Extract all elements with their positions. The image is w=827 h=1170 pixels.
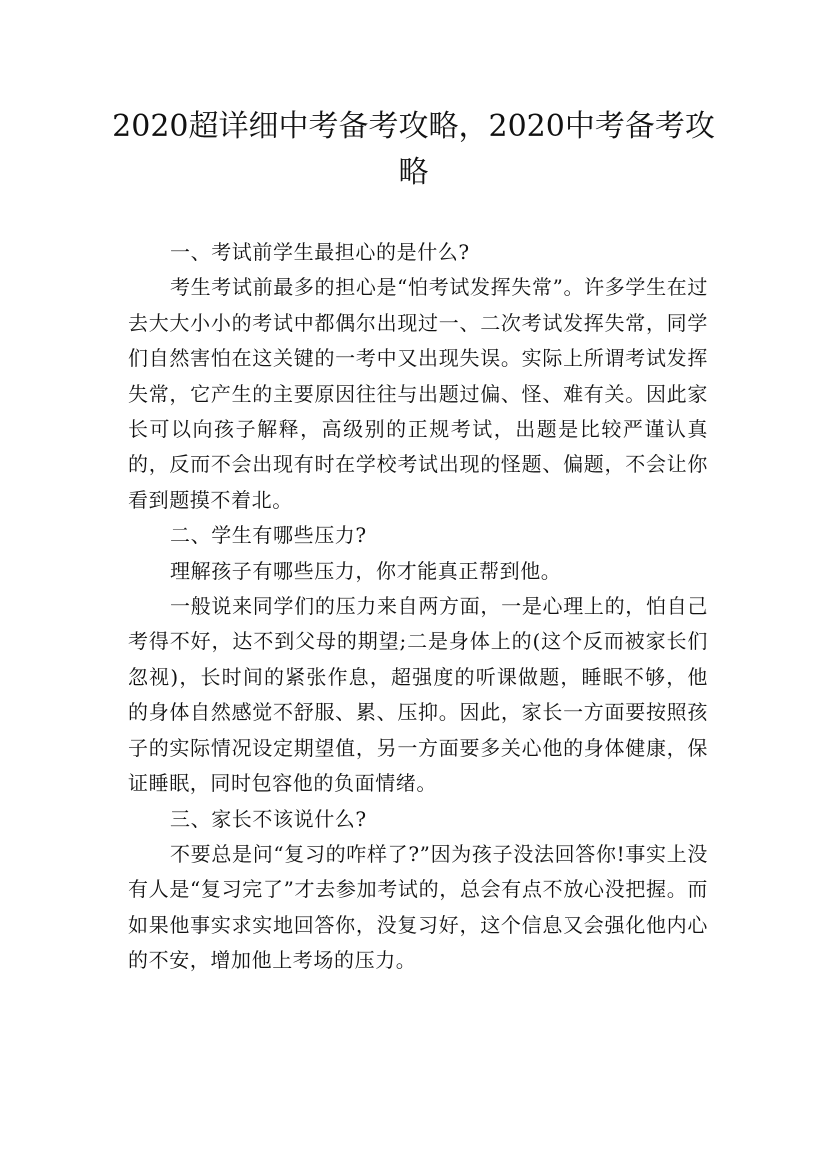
section-heading-1: 一、考试前学生最担心的是什么? bbox=[170, 240, 470, 264]
document-title: 2020超详细中考备考攻略，2020中考备考攻略 bbox=[112, 109, 715, 190]
section-heading-3: 三、家长不该说什么? bbox=[170, 806, 367, 831]
paragraph-1: 考生考试前最多的担心是“怕考试发挥失常”。许多学生在过去大大小小的考试中都偶尔出现过一、二次考试发挥失常，同学们自然害怕在这关键的一考中又出现失误。实际上所谓考试发挥失常，它产生的主要原因往往与出题过偏、怪、难有关。因此家长可以向孩子解释，高级别的正规考试，出题是比较严谨认真的，反而不会出现有时在学校考试出现的怪题、偏题，不会让你看到题摸不着北。 bbox=[128, 275, 708, 512]
paragraph-4: 不要总是问“复习的咋样了?”因为孩子没法回答你!事实上没有人是“复习完了”才去参加考试的，总会有点不放心没把握。而如果他事实求实地回答你，没复习好，这个信息又会强化他内心的不安，增加他上考场的压力。 bbox=[128, 841, 708, 973]
paragraph-2: 理解孩子有哪些压力，你才能真正帮到他。 bbox=[170, 558, 562, 583]
document-body bbox=[128, 235, 708, 979]
section-heading-2: 二、学生有哪些压力? bbox=[170, 523, 367, 548]
paragraph-3: 一般说来同学们的压力来自两方面，一是心理上的，怕自己考得不好，达不到父母的期望;二是身体上的(这个反而被家长们忽视)，长时间的紧张作息，超强度的听课做题，睡眠不够，他的身体自然感觉不舒服、累、压抑。因此，家长一方面要按照孩子的实际情况设定期望值，另一方面要多关心他的身体健康，保证睡眠，同时包容他的负面情绪。 bbox=[128, 594, 708, 796]
